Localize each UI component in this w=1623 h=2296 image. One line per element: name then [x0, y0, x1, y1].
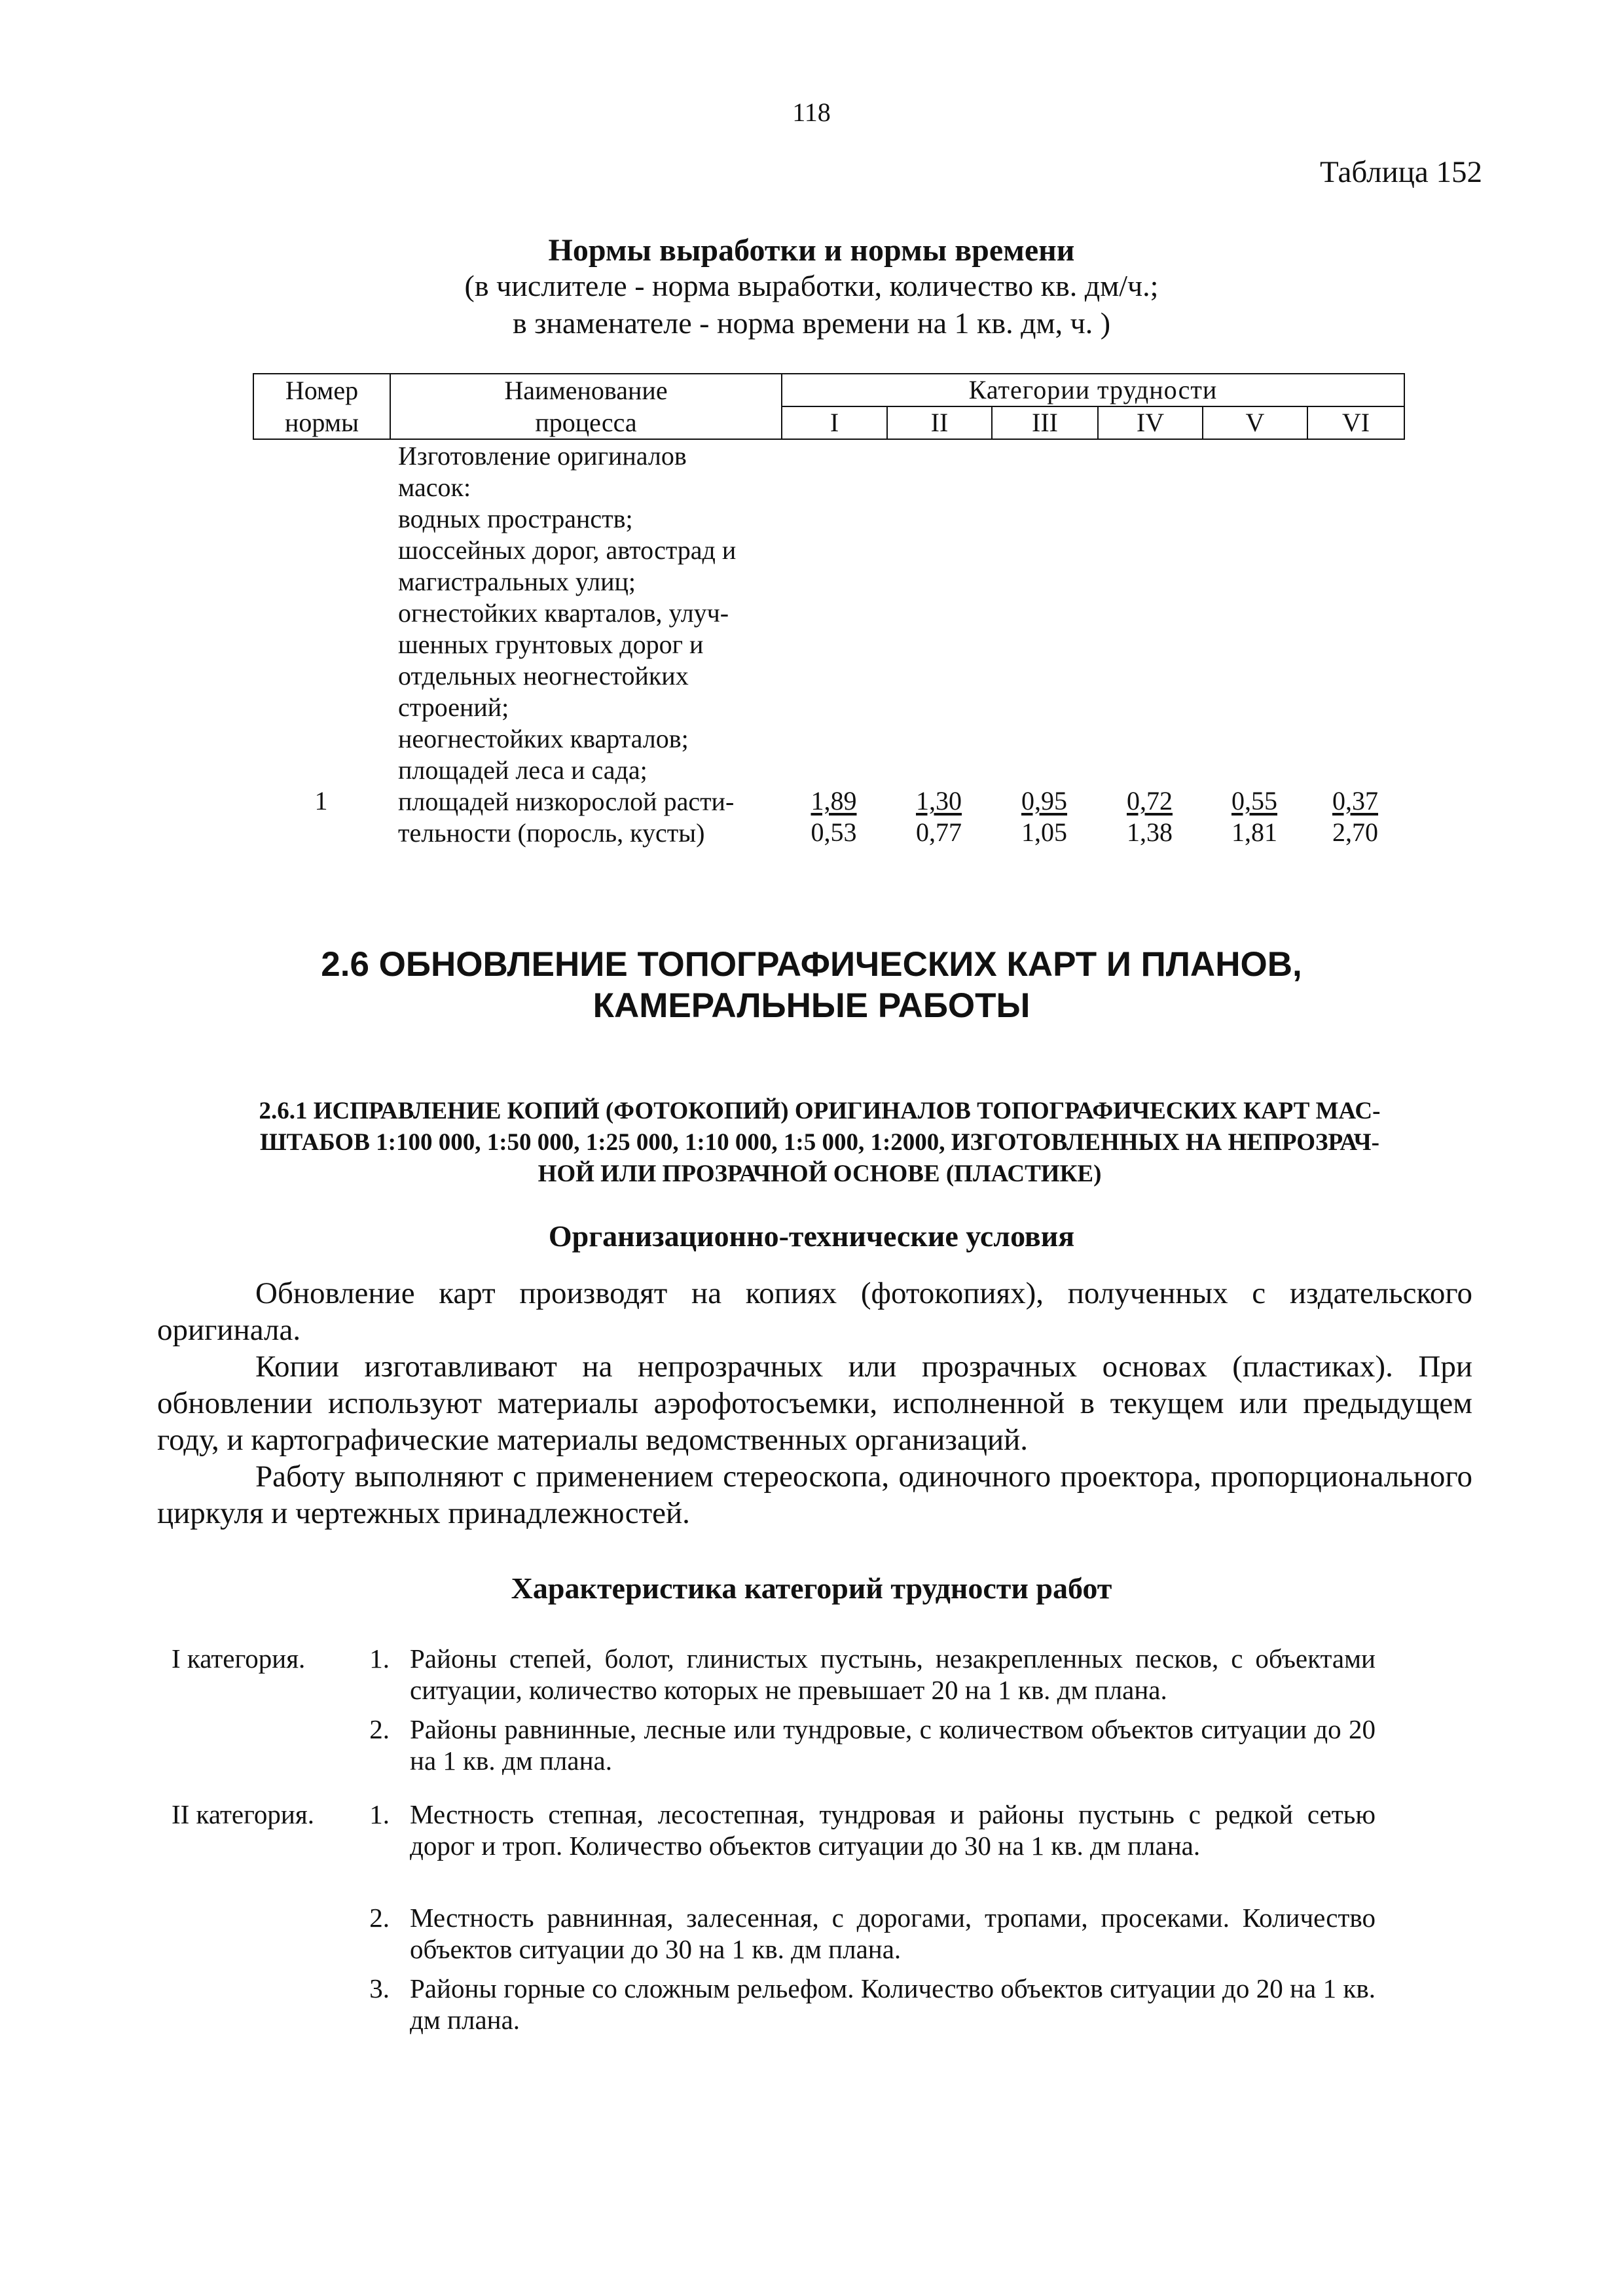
table-title: Нормы выработки и нормы времени — [548, 233, 1075, 268]
norm-value-cat-6 — [1307, 785, 1404, 848]
norms-table-header — [253, 373, 1405, 440]
denominator: 1,38 — [1127, 817, 1173, 847]
norm-value-cat-2 — [886, 785, 991, 848]
header-norm-number-2: нормы — [253, 406, 390, 439]
category-label: I категория. — [172, 1643, 306, 1674]
header-category-col: V — [1203, 406, 1307, 439]
numerator: 1,30 — [916, 786, 962, 816]
numerator: 0,55 — [1231, 786, 1277, 816]
norm-value-cat-1 — [781, 785, 886, 848]
process-line: шенных грунтовых дорог и — [398, 630, 704, 659]
header-process-name: Наименование — [390, 374, 782, 406]
section-title-line1: 2.6 ОБНОВЛЕНИЕ ТОПОГРАФИЧЕСКИХ КАРТ И ПЛАНОВ, — [321, 945, 1302, 984]
table-label: Таблица 152 — [1319, 155, 1482, 189]
denominator: 1,81 — [1231, 817, 1277, 847]
difficulty-heading: Характеристика категорий трудности работ — [511, 1571, 1112, 1605]
process-description — [398, 440, 784, 849]
header-process-name-2: процесса — [390, 406, 782, 439]
subsection-title — [168, 1096, 1472, 1190]
process-line: площадей леса и сада; — [398, 755, 647, 785]
header-difficulty-categories: Категории трудности — [782, 374, 1404, 406]
conditions-paragraph: Копии изготавливают на непрозрачных или прозрачных основах (пластиках). При обновлении используют материалы аэрофотосъемки, исполненной в текущем или предыдущем году, и картографические материалы ведомственных организаций. — [157, 1350, 1472, 1457]
process-line: Изготовление оригиналов — [398, 441, 687, 471]
norm-value-cat-5 — [1202, 785, 1307, 848]
subsection-title-line3: НОЙ ИЛИ ПРОЗРАЧНОЙ ОСНОВЕ (ПЛАСТИКЕ) — [538, 1160, 1102, 1187]
numerator: 0,37 — [1332, 786, 1378, 816]
category-item-text: Районы равнинные, лесные или тундровые, с количеством объектов ситуации до 20 на 1 кв. дм плана. — [410, 1714, 1376, 1776]
norm-value-cat-4 — [1097, 785, 1202, 848]
header-category-col: VI — [1307, 406, 1404, 439]
header-category-col: I — [782, 406, 887, 439]
item-number: 1. — [369, 1799, 390, 1829]
category-item-text: Районы горные со сложным рельефом. Количество объектов ситуации до 20 на 1 кв. дм плана. — [410, 1973, 1376, 2035]
category-item-text: Местность степная, лесостепная, тундровая и районы пустынь с редкой сетью дорог и троп. Количество объектов ситуации до 30 на 1 кв. дм плана. — [410, 1799, 1376, 1861]
section-title-line2: КАМЕРАЛЬНЫЕ РАБОТЫ — [593, 986, 1030, 1025]
table-subtitle-line2: в знаменателе - норма времени на 1 кв. дм, ч. ) — [512, 306, 1111, 340]
header-category-col: III — [992, 406, 1098, 439]
subsection-title-line1: 2.6.1 ИСПРАВЛЕНИЕ КОПИЙ (ФОТОКОПИЙ) ОРИГИНАЛОВ ТОПОГРАФИЧЕСКИХ КАРТ МАС- — [259, 1098, 1381, 1124]
denominator: 1,05 — [1021, 817, 1067, 847]
numerator: 1,89 — [811, 786, 857, 816]
category-item-text: Местность равнинная, залесенная, с дорогами, тропами, просеками. Количество объектов ситуации до 30 на 1 кв. дм плана. — [410, 1903, 1376, 1964]
table-subtitle-line1: (в числителе - норма выработки, количество кв. дм/ч.; — [464, 269, 1159, 302]
item-number: 2. — [369, 1903, 390, 1933]
conditions-paragraph: Обновление карт производят на копиях (фотокопиях), полученных с издательского оригинала. — [157, 1276, 1472, 1347]
item-number: 1. — [369, 1643, 390, 1674]
process-line: площадей низкорослой расти- — [398, 787, 735, 816]
numerator: 0,72 — [1127, 786, 1173, 816]
process-line: неогнестойких кварталов; — [398, 724, 689, 753]
category-label: II категория. — [172, 1799, 314, 1829]
header-norm-number: Номер — [253, 374, 390, 406]
page-number: 118 — [792, 98, 831, 127]
process-line: строений; — [398, 692, 509, 722]
header-category-col: IV — [1098, 406, 1203, 439]
header-category-col: II — [887, 406, 992, 439]
subsection-title-line2: ШТАБОВ 1:100 000, 1:50 000, 1:25 000, 1:10 000, 1:5 000, 1:2000, ИЗГОТОВЛЕННЫХ НА НЕПРОЗРАЧ- — [260, 1129, 1379, 1156]
item-number: 2. — [369, 1714, 390, 1744]
numerator: 0,95 — [1021, 786, 1067, 816]
denominator: 2,70 — [1332, 817, 1378, 847]
process-line: водных пространств; — [398, 504, 633, 533]
category-item-text: Районы степей, болот, глинистых пустынь, незакрепленных песков, с объектами ситуации, количество которых не превышает 20 на 1 кв. дм плана. — [410, 1643, 1376, 1705]
process-line: масок: — [398, 473, 471, 502]
denominator: 0,77 — [916, 817, 962, 847]
item-number: 3. — [369, 1973, 390, 2003]
process-line: отдельных неогнестойких — [398, 661, 689, 691]
denominator: 0,53 — [811, 817, 857, 847]
conditions-heading: Организационно-технические условия — [548, 1219, 1075, 1253]
process-line: шоссейных дорог, автострад и — [398, 535, 737, 565]
row-number: 1 — [314, 786, 328, 816]
norm-value-cat-3 — [991, 785, 1097, 848]
process-line: тельности (поросль, кусты) — [398, 818, 705, 848]
conditions-paragraph: Работу выполняют с применением стереоскопа, одиночного проектора, пропорционального циркуля и чертежных принадлежностей. — [157, 1460, 1472, 1530]
process-line: магистральных улиц; — [398, 567, 636, 596]
process-line: огнестойких кварталов, улуч- — [398, 598, 729, 628]
